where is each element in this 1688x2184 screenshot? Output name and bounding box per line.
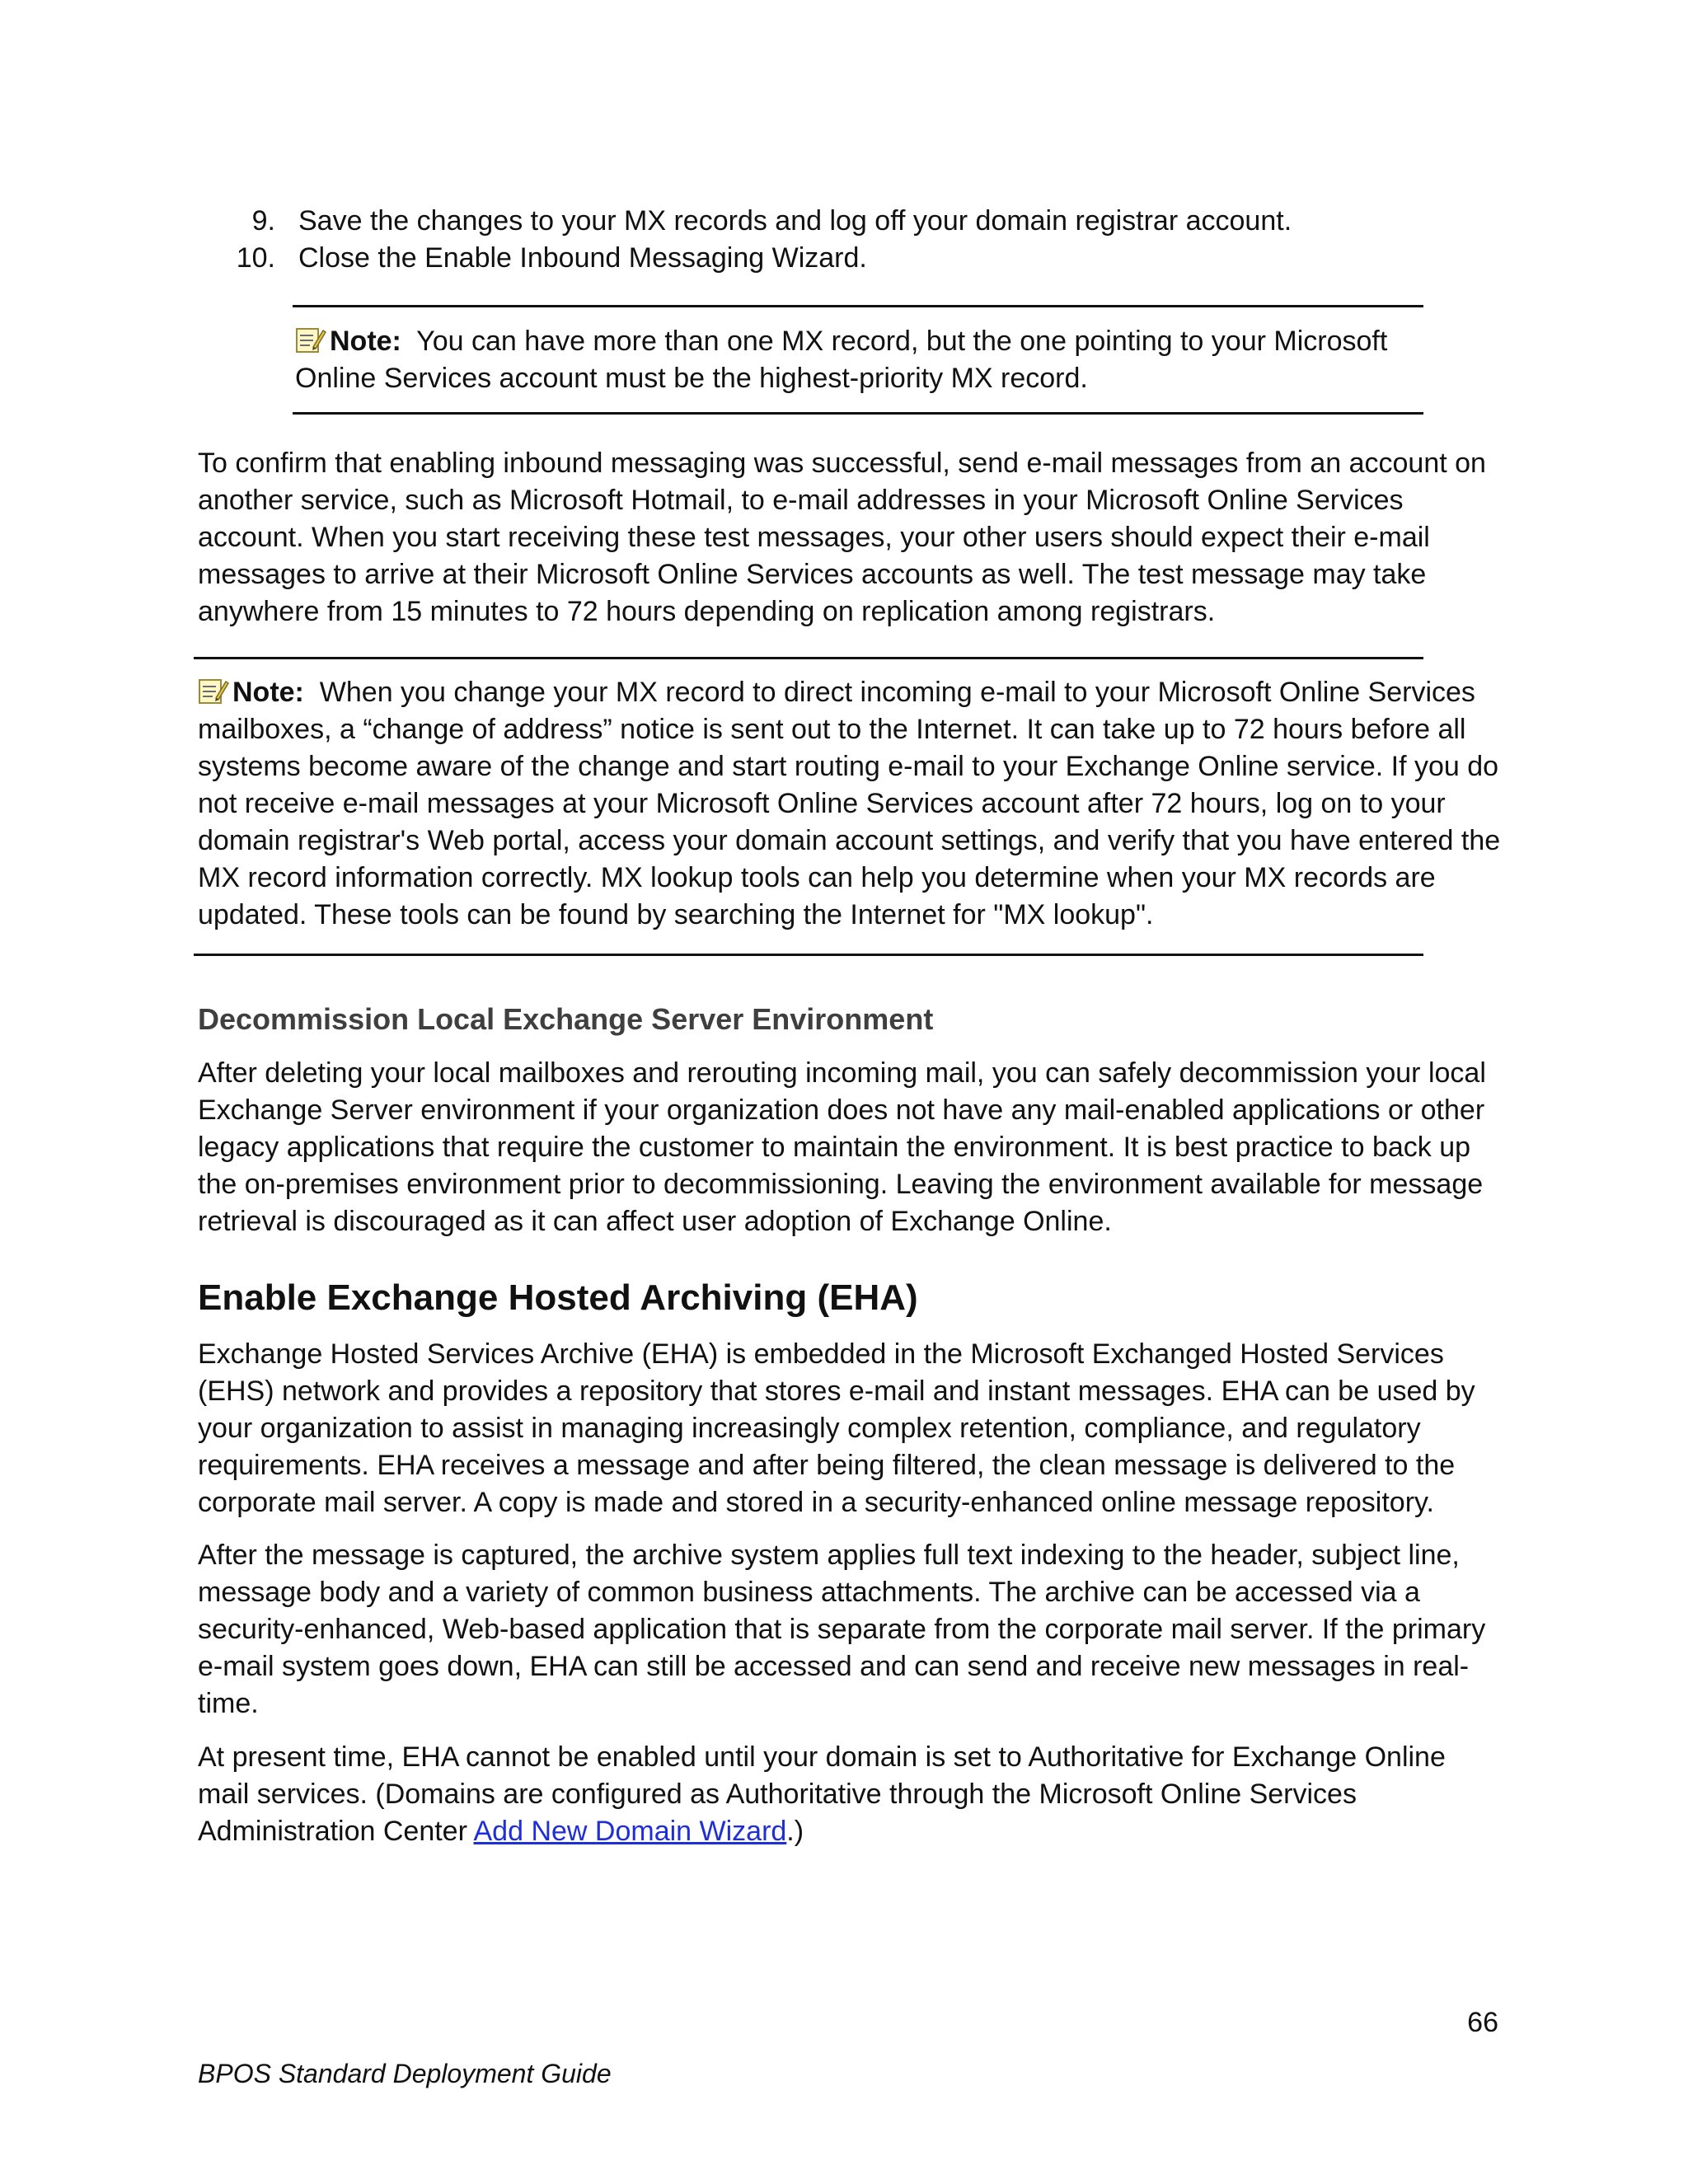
note-bottom-rule: [194, 954, 1423, 956]
add-new-domain-wizard-link[interactable]: Add New Domain Wizard: [473, 1816, 787, 1847]
note-pencil-icon: [198, 677, 229, 705]
note-text: When you change your MX record to direct incoming e-mail to your Microsoft Online Services mailboxes, a “change of address” notice is sent out to the Internet. It can take up to 72 hours before all systems become aware of the change and start routing e-mail to your Exchange Online service. If you do not receive e-mail messages at your Microsoft Online Services account after 72 hours, log on to your domain registrar's Web portal, access your domain account settings, and verify that you have entered the MX record information correctly. MX lookup tools can help you determine when your MX records are updated. These tools can be found by searching the Internet for "MX lookup".: [198, 677, 1501, 930]
note-text: You can have more than one MX record, but the one pointing to your Microsoft Online Services account must be the highest-priority MX record.: [295, 326, 1388, 394]
numbered-steps: [198, 203, 1500, 277]
note-pencil-icon: [295, 326, 326, 354]
note-box-mx-propagation: [198, 674, 1504, 934]
section-title: Enable Exchange Hosted Archiving (EHA): [198, 1277, 918, 1318]
section-heading: Decommission Local Exchange Server Environment: [198, 1002, 934, 1036]
paragraph-text: At present time, EHA cannot be enabled until your domain is set to Authoritative for Exchange Online mail services. (Domains are configured as Authoritative through the Microsoft Online Services Administration Center: [198, 1741, 1446, 1847]
eha-paragraph: After the message is captured, the archive system applies full text indexing to the header, subject line, message body and a variety of common business attachments. The archive can be accessed via a security-enhanced, Web-based application that is separate from the corporate mail server. If the primary e-mail system goes down, EHA can still be accessed and can send and receive new messages in real-time.: [198, 1540, 1486, 1719]
note-top-rule: [194, 657, 1423, 659]
decommission-paragraph: After deleting your local mailboxes and rerouting incoming mail, you can safely decommission your local Exchange Server environment if your organization does not have any mail-enabled applications or other legacy applications that require the customer to maintain the environment. It is best practice to back up the on-premises environment prior to decommissioning. Leaving the environment available for message retrieval is discouraged as it can affect user adoption of Exchange Online.: [198, 1057, 1486, 1237]
note-label: Note:: [330, 326, 401, 357]
confirm-paragraph: To confirm that enabling inbound messaging was successful, send e-mail messages from an account on another service, such as Microsoft Hotmail, to e-mail addresses in your Microsoft Online Services account. When you start receiving these test messages, your other users should expect their e-mail messages to arrive at their Microsoft Online Services accounts as well. The test message may take anywhere from 15 minutes to 72 hours depending on replication among registrars.: [198, 448, 1486, 627]
page-number: 66: [1467, 2007, 1498, 2038]
eha-paragraph: [198, 1739, 1500, 1850]
list-item: [198, 240, 1500, 277]
note-label: Note:: [232, 677, 304, 708]
note-bottom-rule: [293, 412, 1423, 415]
paragraph-text: .): [786, 1816, 804, 1847]
step-text: Close the Enable Inbound Messaging Wizard.: [298, 242, 867, 274]
note-box-mx-priority: [295, 323, 1424, 397]
step-number: 9.: [251, 205, 275, 237]
footer-title: BPOS Standard Deployment Guide: [198, 2059, 612, 2088]
eha-paragraph: Exchange Hosted Services Archive (EHA) is embedded in the Microsoft Exchanged Hosted Services (EHS) network and provides a repository that stores e-mail and instant messages. EHA can be used by your organization to assist in managing increasingly complex retention, compliance, and regulatory requirements. EHA receives a message and after being filtered, the clean message is delivered to the corporate mail server. A copy is made and stored in a security-enhanced online message repository.: [198, 1338, 1475, 1518]
step-number: 10.: [236, 242, 275, 274]
list-item: [198, 203, 1500, 240]
step-text: Save the changes to your MX records and log off your domain registrar account.: [298, 205, 1292, 237]
note-top-rule: [293, 305, 1423, 307]
